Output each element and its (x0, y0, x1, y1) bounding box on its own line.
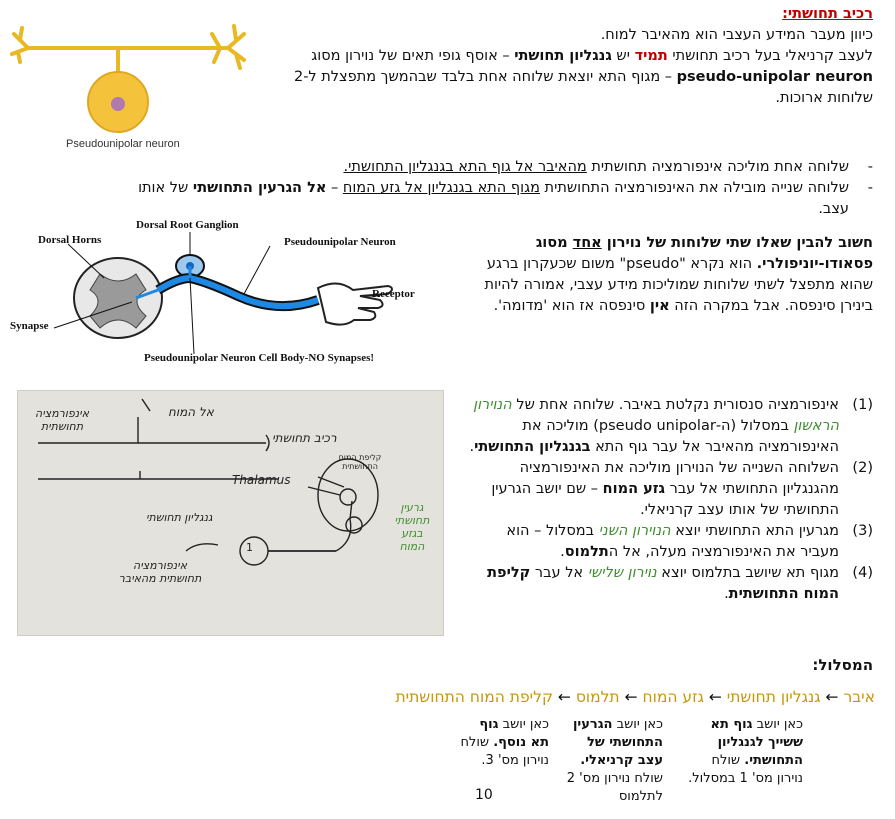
pathway-node-ganglion: גנגליון תחושתי (726, 688, 821, 706)
pathway-arrow: ← (708, 688, 722, 706)
step-3: (3) מגרעין התא התחושתי יוצא הנוירון השני במסלול – הוא מעביר את האינפורמציה מעלה, אל התלמוס. (506, 523, 873, 560)
intro-line-3: pseudo-unipolar neuron – מגוף התא יוצאת שלוחה אחת בלבד שבהמשך מתפצלת ל-2 שלוחות ארוכות. (293, 69, 873, 106)
bullet-list (13, 157, 873, 220)
hand-drawn-sketch (17, 390, 444, 636)
sketch-cortex: קליפת המוח התחושתית (338, 453, 382, 471)
step-1: (1) אינפורמציה סנסורית נקלטת באיבר. שלוחה אחת של הנוירון הראשון במסלול (ה-pseudo unipolar) מוליכה את האינפורמציה מהאיבר אל עבר גוף התא בגנגליון התחושתי. (469, 397, 873, 455)
sketch-nucleus: גרעין תחושתי בגזע המוח (394, 501, 430, 553)
sketch-info-from-organ: אינפורמציה תחושתית מהאיבר (118, 559, 202, 585)
sketch-to-brain: אל המוח (168, 405, 214, 419)
intro-paragraph (253, 25, 873, 109)
bullet-item-1: - שלוחה אחת מוליכה אינפורמציה תחושתית מהאיבר אל גוף התא בגנגליון התחושתי. (343, 159, 873, 175)
drg-label-horns: Dorsal Horns (38, 234, 102, 246)
intro-line-2: לעצב קרניאלי בעל רכיב תחושתי תמיד יש גנגליון תחושתי – אוסף גופי תאים של נוירון מסוג (311, 48, 873, 64)
neuron-drawing (8, 4, 248, 134)
sketch-circle-1: 1 (246, 541, 253, 554)
pathway-arrow: ← (825, 688, 839, 706)
pseudounipolar-neuron-figure (8, 4, 248, 154)
drg-label-neuron: Pseudounipolar Neuron (284, 236, 396, 248)
sketch-information: אינפורמציה תחושתית (35, 407, 89, 433)
drg-label-receptor: Receptor (372, 288, 415, 300)
pathway-chain (235, 688, 875, 706)
sketch-sensory-component: רכיב תחושתי (272, 431, 337, 445)
pathway-title: המסלול: (812, 656, 873, 674)
neuron-caption: Pseudounipolar neuron (66, 138, 180, 150)
pathway-node-cortex: קליפת המוח התחושתית (395, 688, 553, 706)
section-title: רכיב תחושתי: (782, 6, 873, 22)
drg-label-cell-body: Pseudounipolar Neuron Cell Body-NO Synapses! (144, 352, 375, 364)
step-2: (2) השלוחה השנייה של הנוירון מוליכה את האינפורמציה מהגנגליון התחושתי אל עבר גזע המוח – שם יושב הגרעין התחושתי של אותו עצב קרניאלי. (491, 460, 873, 518)
pathway-node-brainstem: גזע המוח (642, 688, 704, 706)
important-paragraph: חשוב להבין שאלו שתי שלוחות של נוירון אחד מסוג פסאודו-יוניפולרי. הוא נקרא "pseudo" משום שכעקרון ברגע שהוא מתפצל לשתי שלוחות שמוליכות מידע עצבי, אמורה להיות בינירן סינפסה. אבל במקרה הזה אין סינפסה אז הוא 'מדומה'. (484, 235, 873, 314)
drg-label-ganglion: Dorsal Root Ganglion (136, 219, 239, 231)
pathway-node-organ: איבר (843, 688, 875, 706)
sketch-ganglion: גנגליון תחושתי (146, 511, 213, 524)
bullet-item-2: - שלוחה שנייה מובילה את האינפורמציה התחושתית מגוף התא בגנגליון אל גזע המוח – אל הגרעין התחושתי של אותו עצב. (138, 180, 873, 217)
intro-line-1: כיוון מעבר המידע העצבי הוא מהאיבר למוח. (600, 27, 873, 43)
pathway-note-thalamus: כאן יושב גוף תא נוסף. שולח נוירון מס' 3. (460, 717, 549, 768)
steps-list (465, 395, 873, 605)
drg-label-synapse: Synapse (10, 320, 49, 332)
section-header (373, 4, 873, 25)
sketch-thalamus: Thalamus (232, 473, 291, 487)
pathway-node-thalamus: תלמוס (575, 688, 620, 706)
pathway-arrow: ← (624, 688, 638, 706)
pathway-note-brainstem: כאן יושב הגרעין התחושתי של עצב קרניאלי. שולח נוירון מס' 2 לתלמוס (566, 717, 663, 804)
pathway-arrow: ← (557, 688, 571, 706)
always-word: תמיד (634, 48, 668, 64)
pathway-note-ganglion: כאן יושב גוף תא ששייך לגנגליון התחושתי. שולח נוירון מס' 1 במסלול. (688, 717, 803, 786)
sensory-ganglion-term: גנגליון תחושתי (514, 48, 612, 64)
step-4: (4) מגוף תא שיושב בתלמוס יוצא נוירון שלישי אל עבר קליפת המוח התחושתית. (487, 565, 873, 602)
dorsal-root-ganglion-figure (8, 218, 428, 368)
page-number: 10 (475, 787, 493, 803)
pseudo-unipolar-term: pseudo-unipolar neuron (676, 69, 873, 85)
